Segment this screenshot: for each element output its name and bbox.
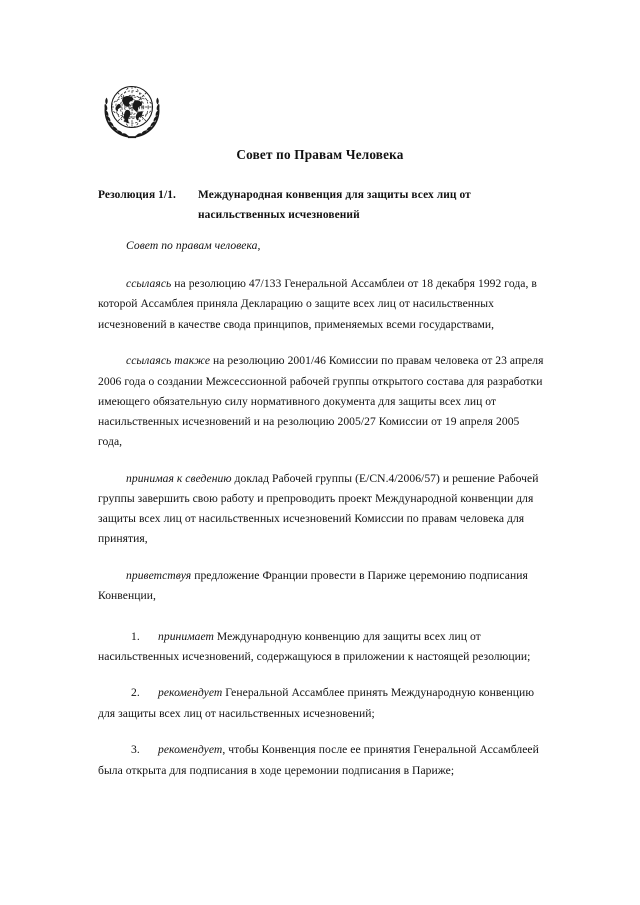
document-body: [98, 236, 546, 797]
operative-paragraph: [98, 740, 546, 780]
operative-paragraph: [98, 627, 546, 667]
operative-number: 1.: [131, 629, 140, 643]
recital-paragraph: [98, 566, 546, 606]
recital-paragraph: [98, 469, 546, 550]
operative-number: 2.: [131, 686, 140, 700]
recital-paragraph: [98, 351, 546, 452]
salutation: [98, 236, 546, 256]
resolution-subject: Международная конвенция для защиты всех лиц от насильственных исчезновений: [198, 189, 471, 221]
resolution-heading: [98, 186, 543, 225]
operative-text: Международную конвенцию для защиты всех лиц от насильственных исчезновений, содержащуюся в приложении к настоящей резолюции;: [98, 629, 531, 663]
recital-text: предложение Франции провести в Париже церемонию подписания Конвенции,: [98, 569, 528, 603]
recital-paragraph: [98, 274, 546, 335]
operative-paragraph: [98, 683, 546, 723]
un-emblem: [98, 80, 166, 142]
recital-text: на резолюцию 2001/46 Комиссии по правам человека от 23 апреля 2006 года о создании Межсессионной рабочей группы открытого состава для разработки имеющего обязательную силу нормативного документа для защиты всех лиц от насильственных исчезновений и на резолюцию 2005/27 Комиссии от 19 апреля 2005 года,: [98, 354, 544, 449]
operative-text: , чтобы Конвенция после ее принятия Генеральной Ассамблеей была открыта для подписания в ходе церемонии подписания в Париже;: [98, 743, 539, 777]
operative-lead: принимает: [158, 629, 214, 643]
recital-lead: ссылаясь: [126, 277, 172, 291]
recital-lead: ссылаясь также: [126, 354, 211, 368]
operative-number: 3.: [131, 743, 140, 757]
operative-lead: рекомендует: [158, 743, 223, 757]
operative-lead: рекомендует: [158, 686, 223, 700]
recital-text: на резолюцию 47/133 Генеральной Ассамблеи от 18 декабря 1992 года, в которой Ассамблея приняла Декларацию о защите всех лиц от насильственных исчезновений в качестве свода принципов, применяемых всеми государствами,: [98, 277, 537, 331]
recital-text: доклад Рабочей группы (E/CN.4/2006/57) и решение Рабочей группы завершить свою работу и препроводить проект Международной конвенции для защиты всех лиц от насильственных исчезновений Комиссии по правам человека для принятия,: [98, 471, 539, 546]
recital-lead: принимая к сведению: [126, 471, 232, 485]
operative-text: Генеральной Ассамблее принять Международную конвенцию для защиты всех лиц от насильственных исчезновений;: [98, 686, 535, 720]
page-title: Совет по Правам Человека: [236, 147, 404, 162]
salutation-text: Совет по правам человека,: [126, 239, 261, 252]
resolution-number: Резолюция 1/1.: [98, 189, 176, 201]
recital-lead: приветствуя: [126, 569, 192, 583]
